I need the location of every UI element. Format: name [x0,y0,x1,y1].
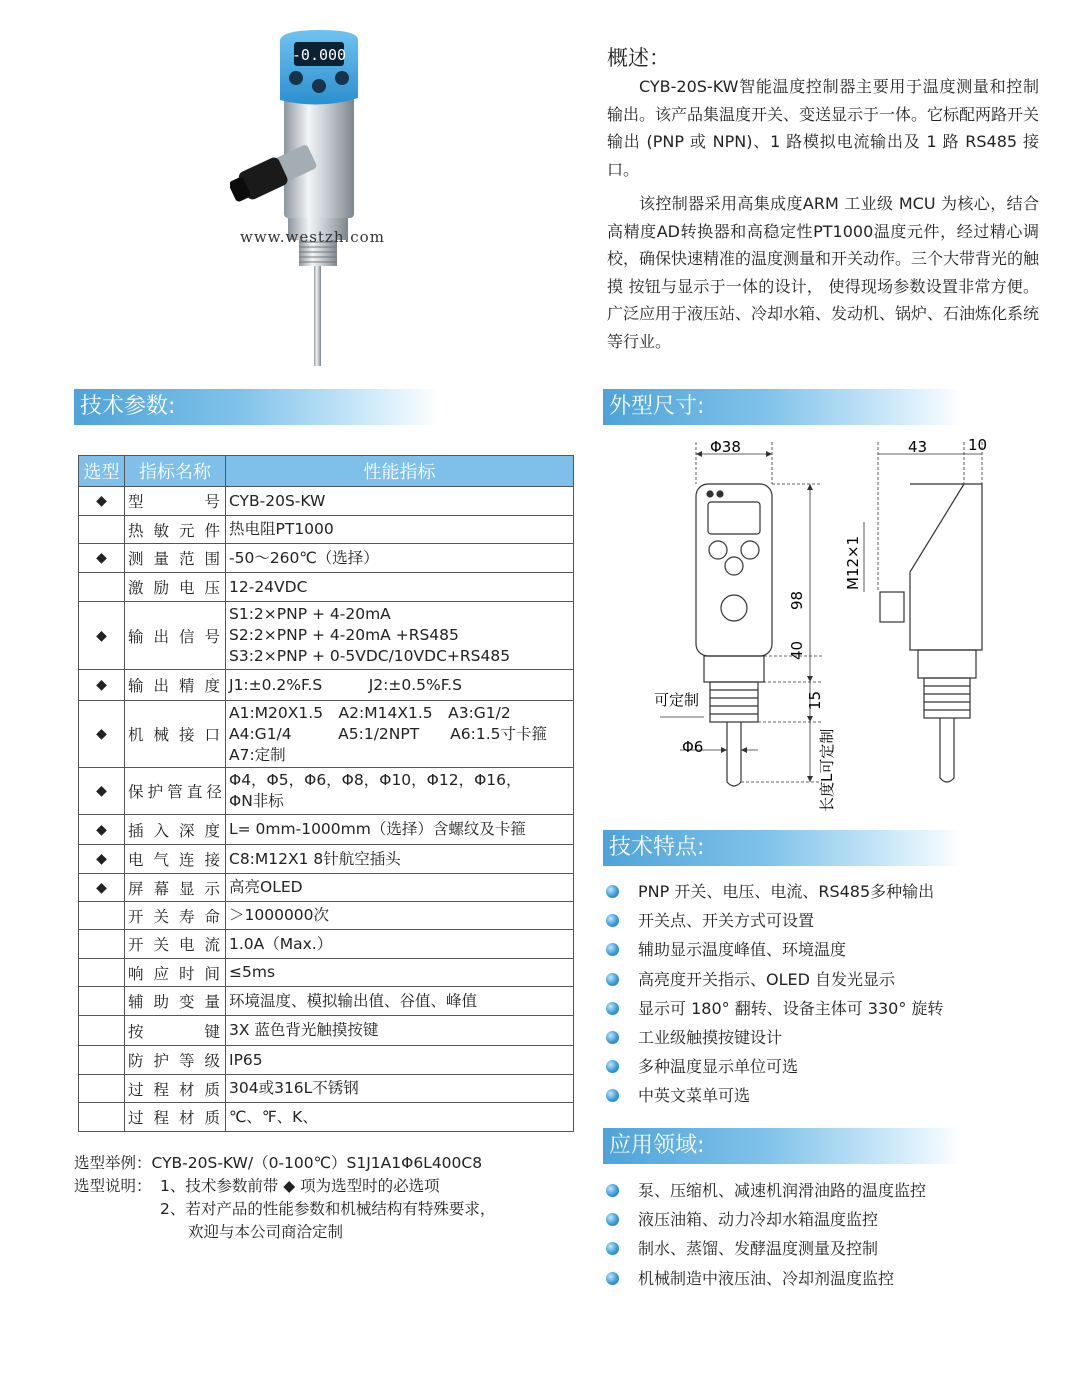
select-marker [79,1103,125,1132]
select-marker [79,1075,125,1103]
bullet-icon [606,885,619,898]
dim-thread: M12×1 [844,535,862,590]
overview-paragraph-2: 该控制器采用高集成度ARM 工业级 MCU 为核心，结合高精度AD转换器和高稳定性PT1000温度元件，经过精心调校，确保快速精准的温度测量和开关动作。三个大带背光的触摸 按钮与显示于一体的设计， 使得现场参数设置非常方便。广泛应用于液压站、冷却水箱、发动机、锅炉、石油炼化系统等行业。 [607,194,1040,351]
feature-text: 显示可 180° 翻转、设备主体可 330° 旋转 [638,998,944,1018]
param-value: 304或316L不锈钢 [226,1075,574,1103]
param-name: 屏幕显示 [125,874,226,902]
table-row [79,573,574,602]
param-name: 过程材质 [125,1075,226,1103]
param-value [226,701,574,768]
table-row [79,516,574,544]
param-value: IP65 [226,1046,574,1075]
dim-length: 长度L可定制 [818,728,836,812]
select-marker: ◆ [79,544,125,573]
param-value: C8:M12X1 8针航空插头 [226,845,574,874]
dim-customizable: 可定制 [654,691,700,709]
dim-10: 10 [968,436,988,454]
table-row [79,701,574,768]
table-row [79,487,574,516]
table-row [79,670,574,701]
dim-phi38: Φ38 [710,438,741,456]
select-marker: ◆ [79,670,125,701]
select-marker [79,1016,125,1046]
select-marker [79,930,125,959]
list-item [606,994,1046,1023]
section-header-dimensions: 外型尺寸: [603,389,963,425]
list-item [606,906,1046,935]
table-row [79,1046,574,1075]
param-value: L= 0mm-1000mm（选择）含螺纹及卡箍 [226,815,574,845]
param-value: J1:±0.2%F.S J2:±0.5%F.S [226,670,574,701]
selection-explain-line: 2、若对产品的性能参数和机械结构有特殊要求， [160,1200,496,1218]
table-row [79,544,574,573]
selection-explain-line: 1、技术参数前带 ◆ 项为选型时的必选项 [160,1177,440,1195]
param-name: 过程材质 [125,1103,226,1132]
bullet-icon [606,973,619,986]
select-marker: ◆ [79,874,125,902]
features-list [606,877,1046,1111]
feature-text: 高亮度开关指示、OLED 自发光显示 [638,969,896,989]
dimension-drawing [640,432,1010,822]
table-row [79,768,574,815]
param-value: -50～260℃（选择） [226,544,574,573]
dim-phi6: Φ6 [682,738,704,756]
list-item [606,935,1046,964]
application-text: 泵、压缩机、减速机润滑油路的温度监控 [638,1181,927,1200]
param-name: 按键 [125,1016,226,1046]
bullet-icon [606,943,619,956]
select-marker: ◆ [79,768,125,815]
value-line: S1:2×PNP + 4-20mA [229,605,391,623]
dim-40: 40 [788,640,806,660]
param-value: 12-24VDC [226,573,574,602]
section-header-features: 技术特点: [603,830,963,866]
selection-explain-line: 欢迎与本公司商洽定制 [188,1223,344,1241]
param-name: 激励电压 [125,573,226,602]
param-name: 电气连接 [125,845,226,874]
param-value: ＞1000000次 [226,902,574,930]
header-name: 指标名称 [125,456,226,487]
param-name: 机械接口 [125,701,226,768]
select-marker [79,959,125,987]
bullet-icon [606,1213,619,1226]
param-value: ℃、℉、K、 [226,1103,574,1132]
bullet-icon [606,1242,619,1255]
table-row [79,1016,574,1046]
value-line: A1:M20X1.5 A2:M14X1.5 A3:G1/2 [229,703,511,722]
application-text: 制水、蒸馏、发酵温度测量及控制 [638,1239,879,1259]
bullet-icon [606,1031,619,1044]
param-name: 热敏元件 [125,516,226,544]
feature-text: 多种温度显示单位可选 [638,1057,799,1077]
header-select: 选型 [79,456,125,487]
select-marker: ◆ [79,845,125,874]
display-readout: -0.000 [291,46,347,64]
param-name: 测量范围 [125,544,226,573]
select-marker [79,987,125,1016]
param-name: 响应时间 [125,959,226,987]
list-item [606,965,1046,994]
value-line: A4:G1/4 A5:1/2NPT A6:1.5寸卡箍 [229,724,548,743]
select-marker [79,516,125,544]
table-row [79,1075,574,1103]
param-name: 输出信号 [125,602,226,670]
bullet-icon [606,914,619,927]
select-marker: ◆ [79,701,125,768]
bullet-icon [606,1272,619,1285]
bullet-icon [606,1184,619,1197]
dim-98: 98 [788,590,806,610]
product-photo [230,28,410,368]
feature-text: PNP 开关、电压、电流、RS485多种输出 [638,882,935,901]
param-value: 1.0A（Max.） [226,930,574,959]
param-value: 热电阻PT1000 [226,516,574,544]
value-line: A7:定制 [229,745,286,764]
value-line: ΦN非标 [229,792,284,810]
example-label: 选型举例： [74,1154,152,1172]
param-name: 开关寿命 [125,902,226,930]
dim-43: 43 [908,438,928,456]
list-item [606,1081,1046,1110]
param-name: 辅助变量 [125,987,226,1016]
param-value [226,768,574,815]
list-item [606,1176,1046,1205]
list-item [606,877,1046,906]
bullet-icon [606,1089,619,1102]
select-marker [79,573,125,602]
example-code: CYB-20S-KW/（0-100℃）S1J1A1Φ6L400C8 [151,1154,483,1172]
header-value: 性能指标 [226,456,574,487]
value-line: S2:2×PNP + 4-20mA +RS485 [229,626,459,644]
param-value: 高亮OLED [226,874,574,902]
overview-paragraph-1: CYB-20S-KW智能温度控制器主要用于温度测量和控制输出。该产品集温度开关、变送显示于一体。它标配两路开关输出 (PNP 或 NPN)、1 路模拟电流输出及 1 路 RS485 接口。 [607,77,1040,179]
param-name: 输出精度 [125,670,226,701]
spec-table [78,455,574,1132]
application-text: 机械制造中液压油、冷却剂温度监控 [638,1268,895,1288]
param-value: CYB-20S-KW [226,487,574,516]
table-row [79,1103,574,1132]
section-header-applications: 应用领域: [603,1128,963,1164]
table-row [79,845,574,874]
selection-explain-label: 选型说明： [74,1177,152,1195]
param-name: 保护管直径 [125,768,226,815]
list-item [606,1234,1046,1263]
select-marker: ◆ [79,487,125,516]
param-name: 防护等级 [125,1046,226,1075]
dim-15: 15 [806,690,824,710]
watermark-text: www.westzh.com [240,228,385,246]
select-marker: ◆ [79,815,125,845]
table-row [79,602,574,670]
feature-text: 辅助显示温度峰值、环境温度 [638,940,847,960]
select-marker [79,1046,125,1075]
bullet-icon [606,1060,619,1073]
param-value: ≤5ms [226,959,574,987]
list-item [606,1264,1046,1293]
applications-list [606,1176,1046,1293]
application-text: 液压油箱、动力冷却水箱温度监控 [638,1210,879,1230]
select-marker: ◆ [79,602,125,670]
table-row [79,987,574,1016]
value-line: Φ4，Φ5，Φ6，Φ8，Φ10，Φ12，Φ16， [229,771,522,789]
param-name: 型号 [125,487,226,516]
list-item [606,1052,1046,1081]
param-name: 开关电流 [125,930,226,959]
list-item [606,1205,1046,1234]
table-row [79,874,574,902]
param-name: 插入深度 [125,815,226,845]
param-value: 3X 蓝色背光触摸按键 [226,1016,574,1046]
feature-text: 开关点、开关方式可设置 [638,911,815,931]
selection-example [74,1152,482,1175]
select-marker [79,902,125,930]
table-row [79,930,574,959]
table-row [79,959,574,987]
table-row [79,902,574,930]
feature-text: 中英文菜单可选 [638,1086,751,1106]
overview-title: 概述： [607,46,670,70]
table-header-row [79,456,574,487]
value-line: S3:2×PNP + 0-5VDC/10VDC+RS485 [229,647,511,665]
section-header-tech-params: 技术参数: [74,389,439,425]
feature-text: 工业级触摸按键设计 [638,1027,783,1047]
bullet-icon [606,1002,619,1015]
list-item [606,1023,1046,1052]
param-value [226,602,574,670]
table-row [79,815,574,845]
param-value: 环境温度、模拟输出值、谷值、峰值 [226,987,574,1016]
